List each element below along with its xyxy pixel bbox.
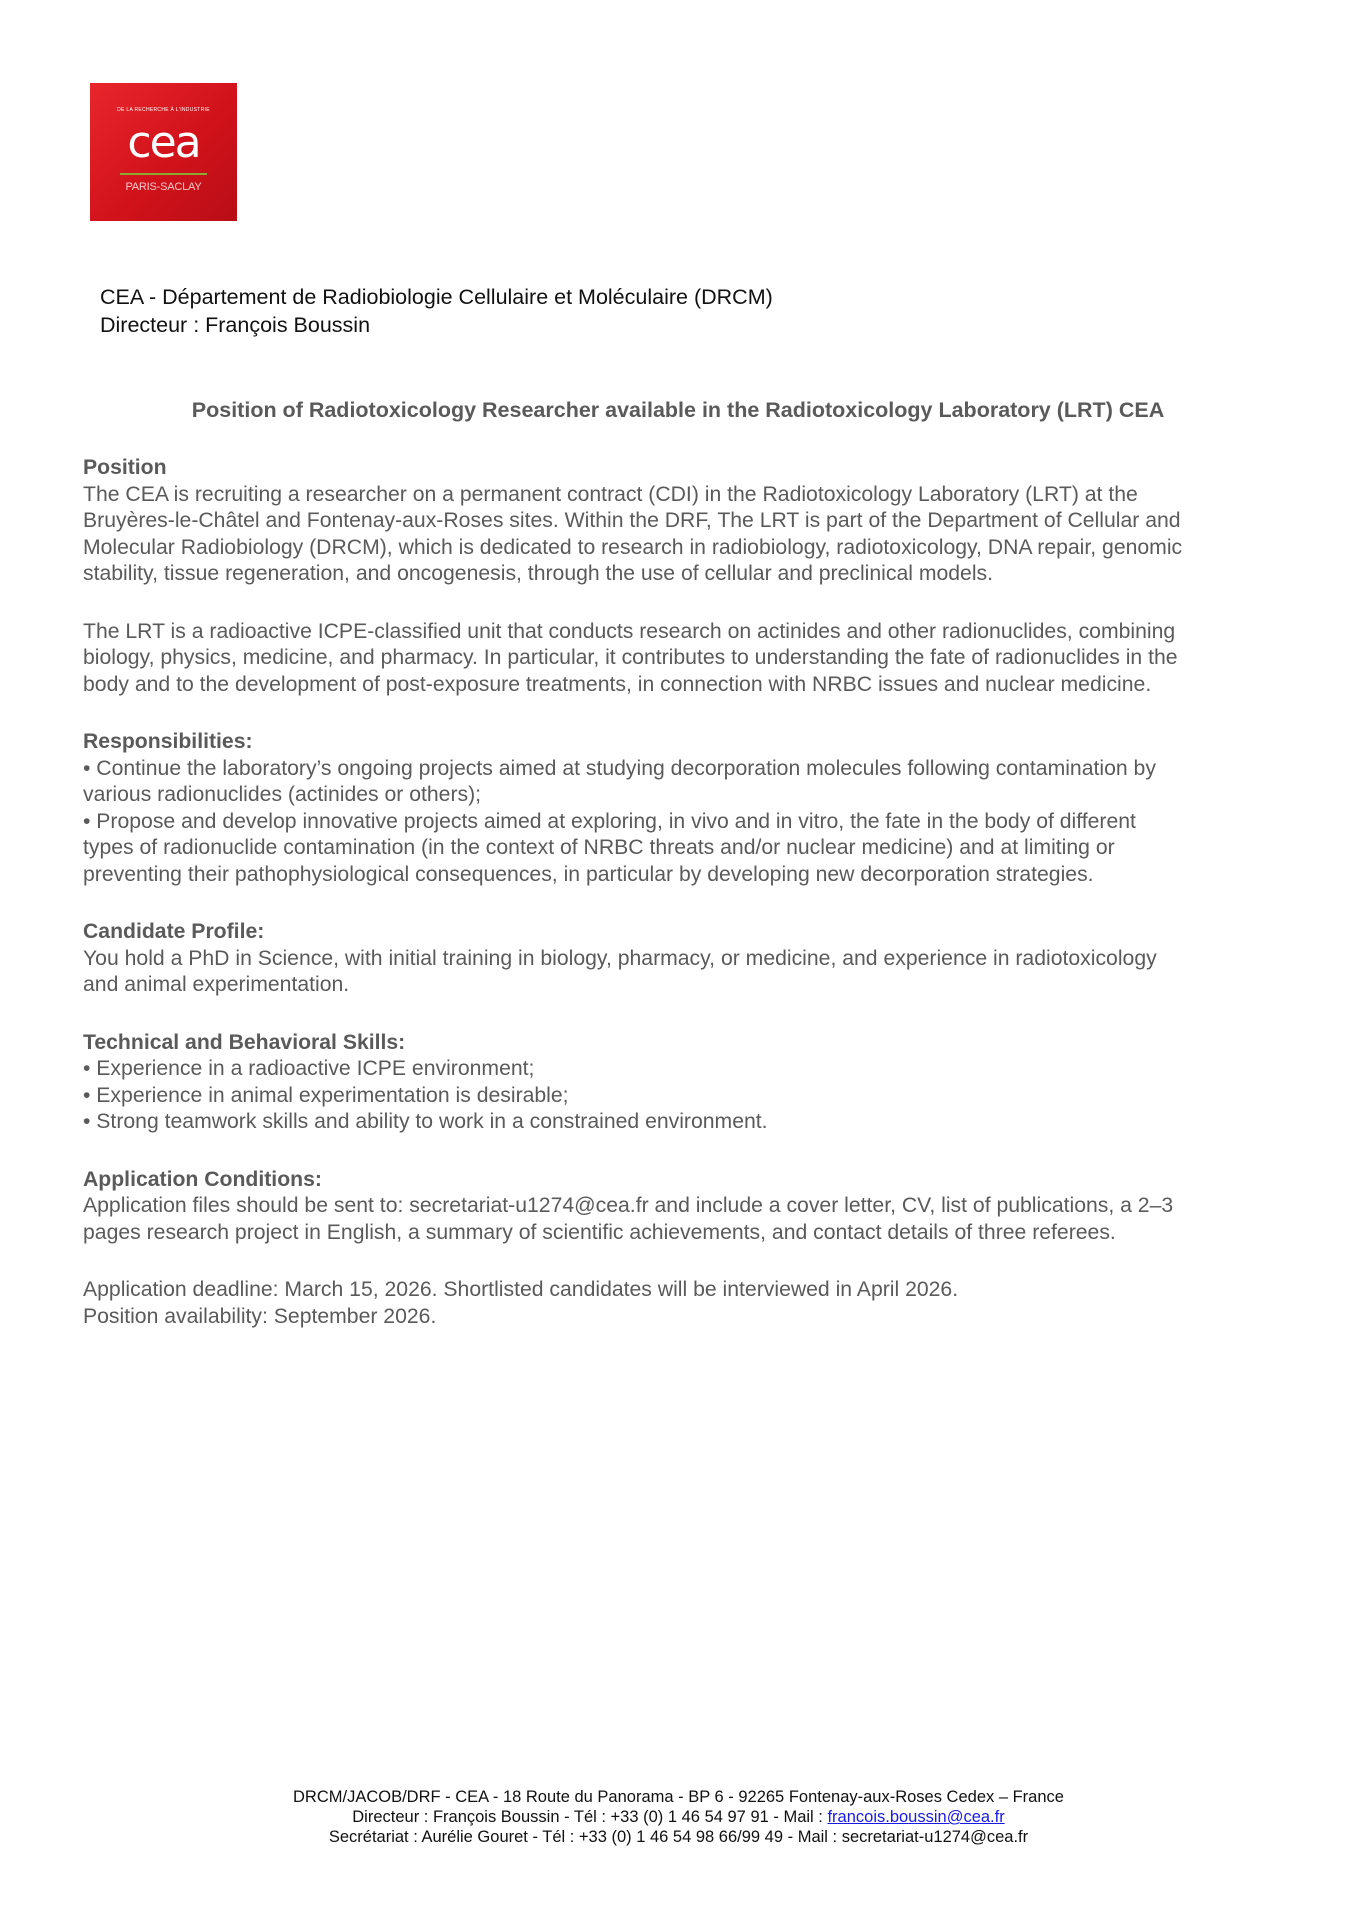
section-heading: Position <box>83 456 167 479</box>
text-line: • Continue the laboratory’s ongoing projects aimed at studying decorporation molecules following contamination by <box>83 756 1156 780</box>
text-line: • Experience in a radioactive ICPE environment; <box>83 1057 535 1080</box>
section-heading: Technical and Behavioral Skills: <box>83 1030 406 1054</box>
text-line: pages research project in English, a summary of scientific achievements, and contact details of three referees. <box>83 1220 1116 1244</box>
text-line: preventing their pathophysiological consequences, in particular by developing new decorporation strategies. <box>83 862 1094 886</box>
document-body <box>83 455 1283 1361</box>
department-name: CEA - Département de Radiobiologie Cellulaire et Moléculaire (DRCM) <box>100 285 773 309</box>
department-header <box>100 283 773 339</box>
text-line: biology, physics, medicine, and pharmacy. In particular, it contributes to understanding the fate of radionuclides in the <box>83 646 1178 669</box>
text-line: You hold a PhD in Science, with initial training in biology, pharmacy, or medicine, and experience in radiotoxicology <box>83 946 1157 970</box>
text-line: Molecular Radiobiology (DRCM), which is dedicated to research in radiobiology, radiotoxicology, DNA repair, genomic <box>83 535 1183 559</box>
text-line: • Experience in animal experimentation is desirable; <box>83 1083 569 1107</box>
text-line: Position availability: September 2026. <box>83 1304 437 1328</box>
logo-tagline: DE LA RECHERCHE À L'INDUSTRIE <box>117 107 210 113</box>
text-line: various radionuclides (actinides or others); <box>83 783 482 806</box>
section-skills <box>83 1030 1283 1136</box>
section-responsibilities <box>83 729 1283 888</box>
paragraph <box>83 482 1283 588</box>
footer-secretariat: Secrétariat : Aurélie Gouret - Tél : +33 (0) 1 46 54 98 66/99 49 - Mail : secretariat-u1274@cea.fr <box>328 1828 1029 1846</box>
text-line: The LRT is a radioactive ICPE-classified unit that conducts research on actinides and other radionuclides, combining <box>83 619 1176 643</box>
footer-director <box>0 1807 1357 1827</box>
page-footer <box>0 1787 1357 1847</box>
section-heading: Application Conditions: <box>83 1167 322 1191</box>
footer-address: DRCM/JACOB/DRF - CEA - 18 Route du Panorama - BP 6 - 92265 Fontenay-aux-Roses Cedex – France <box>293 1788 1064 1806</box>
section-heading: Responsibilities: <box>83 730 253 753</box>
text-line: The CEA is recruiting a researcher on a permanent contract (CDI) in the Radiotoxicology Laboratory (LRT) at the <box>83 482 1138 506</box>
section-position <box>83 455 1283 698</box>
cea-logo <box>90 83 237 221</box>
director-name: Directeur : François Boussin <box>100 313 371 337</box>
logo-divider <box>120 173 207 175</box>
paragraph <box>83 619 1283 699</box>
footer-director-text: Directeur : François Boussin - Tél : +33 (0) 1 46 54 97 91 - Mail : <box>352 1808 828 1826</box>
text-line: Bruyères-le-Châtel and Fontenay-aux-Roses sites. Within the DRF, The LRT is part of the Department of Cellular and <box>83 509 1181 532</box>
text-line: body and to the development of post-exposure treatments, in connection with NRBC issues and nuclear medicine. <box>83 672 1152 696</box>
section-heading: Candidate Profile: <box>83 920 265 943</box>
text-line: Application deadline: March 15, 2026. Shortlisted candidates will be interviewed in April 2026. <box>83 1278 959 1301</box>
text-line: types of radionuclide contamination (in the context of NRBC threats and/or nuclear medicine) and at limiting or <box>83 836 1115 859</box>
text-line: Application files should be sent to: secretariat-u1274@cea.fr and include a cover letter, CV, list of publications, a 2–3 <box>83 1194 1174 1217</box>
text-line: and animal experimentation. <box>83 973 350 996</box>
director-email-link[interactable]: francois.boussin@cea.fr <box>827 1808 1005 1826</box>
text-line: • Propose and develop innovative projects aimed at exploring, in vivo and in vitro, the fate in the body of different <box>83 809 1136 833</box>
text-line: • Strong teamwork skills and ability to work in a constrained environment. <box>83 1110 768 1133</box>
logo-wordmark: cea <box>127 117 200 168</box>
page-title: Position of Radiotoxicology Researcher available in the Radiotoxicology Laboratory (LRT) CEA <box>191 398 1165 422</box>
section-candidate-profile <box>83 919 1283 999</box>
logo-subtitle: PARIS-SACLAY <box>125 181 202 193</box>
text-line: stability, tissue regeneration, and oncogenesis, through the use of cellular and preclinical models. <box>83 562 994 585</box>
section-application <box>83 1167 1283 1331</box>
